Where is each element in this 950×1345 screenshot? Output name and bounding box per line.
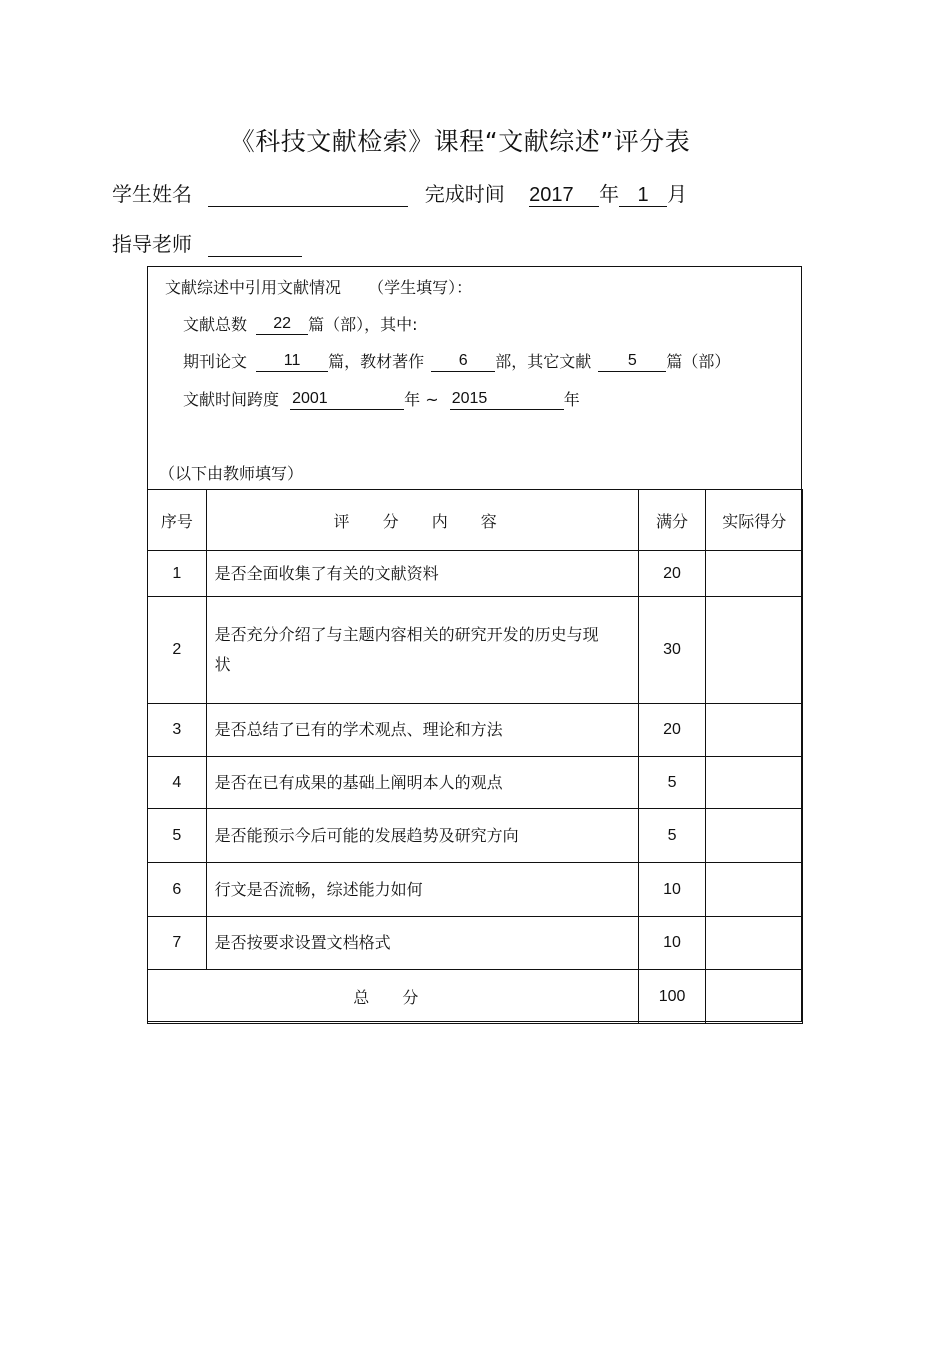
table-row	[148, 863, 803, 917]
total-full: 100	[638, 970, 706, 1024]
time-span-label: 文献时间跨度	[183, 390, 280, 409]
row-no: 3	[148, 704, 207, 757]
row-no: 1	[148, 551, 207, 597]
row-full: 10	[638, 917, 706, 970]
advisor-row	[112, 228, 302, 257]
year-field[interactable]: 2017	[529, 184, 599, 207]
book-suffix: 部，其它文献	[495, 352, 592, 371]
finish-time-label: 完成时间	[424, 182, 505, 206]
row-actual-field[interactable]	[706, 917, 803, 970]
col-header-full: 满分	[638, 490, 706, 551]
year-unit: 年	[599, 182, 620, 206]
table-row	[148, 757, 803, 809]
table-header-row	[148, 490, 803, 551]
row-item: 是否按要求设置文档格式	[206, 917, 638, 970]
col-header-actual: 实际得分	[706, 490, 803, 551]
col-header-item	[206, 490, 638, 551]
total-actual-field[interactable]	[706, 970, 803, 1024]
other-count-field[interactable]: 5	[598, 352, 666, 372]
student-name-label: 学生姓名	[112, 182, 192, 206]
row-full: 10	[638, 863, 706, 917]
row-no: 7	[148, 917, 207, 970]
advisor-field[interactable]	[208, 234, 302, 257]
row-full: 5	[638, 809, 706, 863]
span-suffix: 年	[563, 390, 580, 409]
span-mid: 年 ~	[404, 390, 439, 409]
page-title: 《科技文献检索》课程“文献综述”评分表	[229, 127, 691, 156]
total-refs-suffix: 篇（部），其中:	[308, 315, 418, 334]
citation-section-label: 文献综述中引用文献情况	[165, 278, 342, 297]
row-no: 6	[148, 863, 207, 917]
row-item: 是否充分介绍了与主题内容相关的研究开发的历史与现状	[206, 597, 638, 704]
row-item: 是否在已有成果的基础上阐明本人的观点	[206, 757, 638, 809]
row-actual-field[interactable]	[706, 809, 803, 863]
table-row	[148, 704, 803, 757]
total-refs-label: 文献总数	[183, 315, 248, 334]
span-start-field[interactable]: 2001	[290, 390, 404, 410]
row-full: 30	[638, 597, 706, 704]
month-unit: 月	[667, 182, 688, 206]
advisor-label: 指导老师	[112, 232, 192, 256]
total-label: 总 分	[353, 988, 433, 1007]
teacher-note: （以下由教师填写）	[159, 464, 304, 483]
row-item: 是否能预示今后可能的发展趋势及研究方向	[206, 809, 638, 863]
row-no: 2	[148, 597, 207, 704]
journal-label: 期刊论文	[183, 352, 248, 371]
journal-count-field[interactable]: 11	[256, 352, 328, 372]
journal-suffix: 篇，教材著作	[328, 352, 425, 371]
student-name-row	[112, 178, 687, 207]
row-actual-field[interactable]	[706, 863, 803, 917]
ref-breakdown-row	[183, 349, 730, 372]
table-row	[148, 551, 803, 597]
time-span-row	[183, 387, 580, 410]
row-item: 是否全面收集了有关的文献资料	[206, 551, 638, 597]
table-row	[148, 917, 803, 970]
student-name-field[interactable]	[208, 184, 408, 207]
row-no: 5	[148, 809, 207, 863]
citation-section-note: （学生填写）：	[368, 278, 473, 297]
row-full: 20	[638, 704, 706, 757]
citation-section-title	[165, 275, 472, 298]
month-field[interactable]: 1	[619, 184, 667, 207]
col-header-no: 序号	[148, 490, 207, 551]
table-row	[148, 597, 803, 704]
table-row	[148, 809, 803, 863]
book-count-field[interactable]: 6	[431, 352, 495, 372]
row-actual-field[interactable]	[706, 551, 803, 597]
other-suffix: 篇（部）	[666, 352, 731, 371]
row-item: 是否总结了已有的学术观点、理论和方法	[206, 704, 638, 757]
row-item: 行文是否流畅，综述能力如何	[206, 863, 638, 917]
row-actual-field[interactable]	[706, 757, 803, 809]
score-table	[147, 489, 803, 1024]
total-refs-field[interactable]: 22	[256, 315, 308, 335]
row-full: 20	[638, 551, 706, 597]
row-full: 5	[638, 757, 706, 809]
row-no: 4	[148, 757, 207, 809]
row-actual-field[interactable]	[706, 704, 803, 757]
total-row	[148, 970, 803, 1024]
total-refs-row	[183, 312, 418, 335]
col-header-item-label: 评 分 内 容	[333, 511, 511, 531]
total-label-cell	[148, 970, 639, 1024]
span-end-field[interactable]: 2015	[450, 390, 564, 410]
row-actual-field[interactable]	[706, 597, 803, 704]
